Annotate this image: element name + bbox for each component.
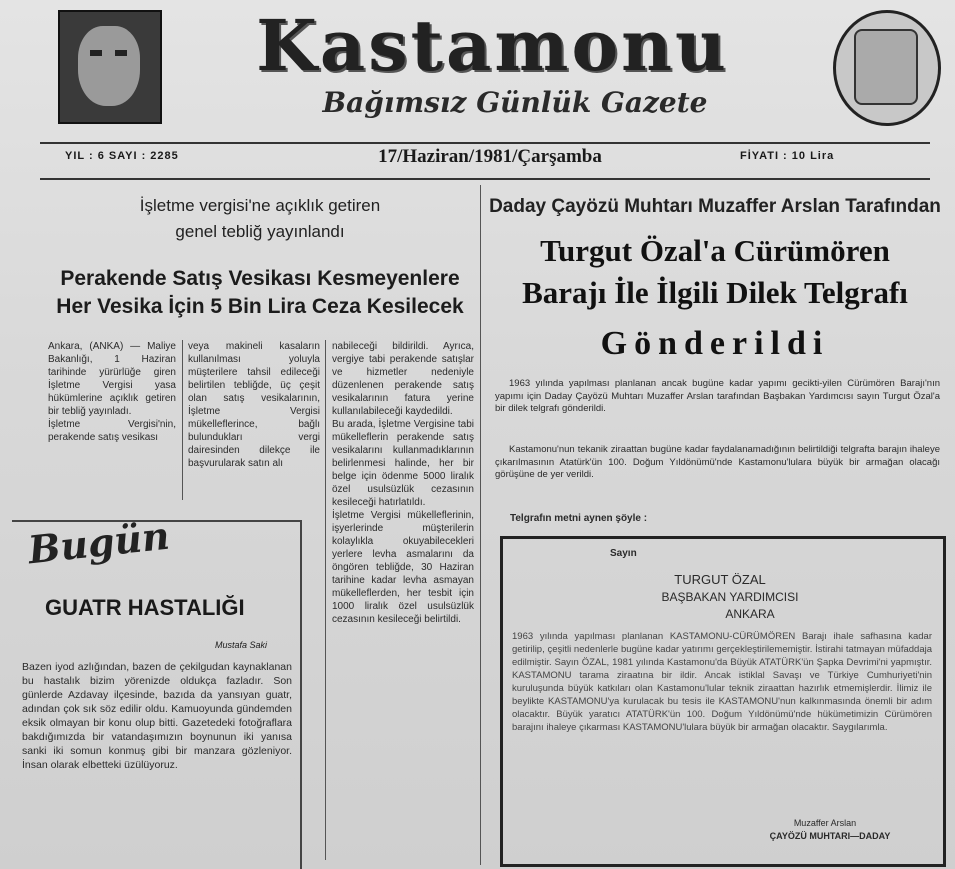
newspaper-title: Kastamonu xyxy=(256,4,729,87)
left-headline-line-2: genel tebliğ yayınlandı xyxy=(175,222,345,241)
right-article-para-2: Kastamonu'nun tekanik ziraattan bugüne kadar faydalanamadığının belirtildiği telgrafta barajın ihaleye çıkarılmasının Atatürk'ün 100. Doğum Yıldönümü'nde Kastamonu'lulara büyük bir armağan olacağı görüşüne de yer verildi. xyxy=(495,444,940,480)
newspaper-subtitle: Bağımsız Günlük Gazete xyxy=(322,86,708,119)
right-article-para-1: 1963 yılında yapılması planlanan ancak bugüne kadar yapımı gecikti-yilen Cürümören Barajı'nın yapımı için Daday Çayözü Muhtarı Muzaffer Arslan tarafından Başbakan Yardımcısı sayın Turgut Özal'a bir dilek telgrafı gönderildi. xyxy=(495,378,940,414)
telegram-recipient-name: TURGUT ÖZAL xyxy=(674,572,766,587)
left-headline-line-4: Her Vesika İçin 5 Bin Lira Ceza Kesilecek xyxy=(56,295,464,318)
telegram-salutation: Sayın xyxy=(610,548,637,559)
left-headline-line-3: Perakende Satış Vesikası Kesmeyenlere xyxy=(60,267,460,290)
left-headline-top xyxy=(40,193,480,245)
left-article-column-3: nabileceği bildirildi. Ayrıca, vergiye tabi perakende satışlar ve hizmetler nedeniyle düzenlenen perakende satış vesikalarının fatura yerine kullanılabileceği kaydedildi. Bu arada, İşletme Vergisine tabi mükelleflerin perakende satış vesikalarını kullanmadıklarının belirlenmesi halinde, her bir belge için ödenme 5000 liralık özel usulsüzlük cezasının kesileceği hatırlatıldı. İşletme Vergisi mükelleflerinin, işyerlerinde müşterilerin kolaylıkla okuyabilecekleri yerlere levha asmalarını da öngören tebliğde, 30 Haziran tarihine kadar levha asmayan mükelleflerden, her tesbit için 1000 liralık özel usulsüzlük cezasının kesileceği belirtildi. xyxy=(332,341,474,625)
bugun-title: GUATR HASTALIĞI xyxy=(45,595,245,620)
telegram-recipient-city: ANKARA xyxy=(725,607,775,621)
masthead-rule-top xyxy=(40,142,930,144)
bugun-author: Mustafa Saki xyxy=(215,640,268,650)
right-headline-line-2: Turgut Özal'a Cürümören xyxy=(540,233,890,268)
page-column-divider xyxy=(480,185,481,865)
right-article-para-3: Telgrafın metni aynen şöyle : xyxy=(510,513,648,524)
issue-date: 17/Haziran/1981/Çarşamba xyxy=(378,146,602,167)
telegram-signature-name: Muzaffer Arslan xyxy=(793,818,857,828)
right-headline-main xyxy=(485,230,945,314)
emblem-logo xyxy=(833,10,941,126)
left-article-column-2: veya makineli kasaların kullanılması yoluyla müşterilere tahsil edileceği belirtilen tebliğde, üç çeşit olan satış vesikalarının, İşletme Vergisi mükelleflerince, bağlı bulundukları vergi dairesinden dilekçe ile başvurularak satın alı xyxy=(188,341,320,469)
bugun-body: Bazen iyod azlığından, bazen de çekilgudan kaynaklanan bu hastalık bizim yörenizde oldukça fazladır. Son günlerde Azdavay ilçesinde, bazıda da yansıyan guatr, adından çok sık söz edilir oldu. Kamuoyunda gündemden eksik olmayan bir konu olup bitti. Gazetedeki fotoğraflara bakdığımızda bir vatandaşımızın boynunun iki yanısa sanki iki somun konmuş gibi bir manzara gözleniyor. İnsan olarak elbetteki üzülüyoruz. xyxy=(22,661,292,771)
issue-price: FİYATI : 10 Lira xyxy=(740,150,835,162)
telegram-body: 1963 yılında yapılması planlanan KASTAMONU-CÜRÜMÖREN Barajı ihale safhasına kadar getirilip, çeşitli nedenlerle bugüne kadar yatırımı gerçekleştirilememiştir. İstirahi tatmayan müfaddaja edilmiştir. Sayın ÖZAL, 1981 yılında Kastamonu'da Büyük ATATÜRK'ün Şapka Devrimi'ni yapmıştır. KASTAMONU tarama ziraatına bir ildir. Ancak istiklal Savaşı ve Türkiye Cumhuriyeti'nin kuruluşunda büyük katkıları olan Kastamonu'lular teknik ziraattan hazırlık etmemişlerdir. İlimiz ile beylikte KASTAMONU'ya kurulacak bu tesis ile KASTAMONU'nun kalkınmasında önemli bir adım olacaktır. Büyük yaratıcı ATATÜRK'ün 100. Doğum Yıldönümü'nde hükümetimizin Cürümören barajını ihaleye çıkarması KASTAMONU'lulara büyük bir armağan olacaktır. Saygılarımla. xyxy=(512,631,932,733)
left-article-column-1: Ankara, (ANKA) — Maliye Bakanlığı, 1 Haziran tarihinde yürürlüğe giren İşletme Vergisi yasa hükümlerine açıklık getiren bir tebliğ yayınladı. İşletme Vergisi'nin, perakende satış vesikası xyxy=(48,341,176,443)
masthead-rule-bottom xyxy=(40,178,930,180)
telegram-signature-title: ÇAYÖZÜ MUHTARI—DADAY xyxy=(769,831,891,841)
column-divider xyxy=(182,340,183,500)
left-headline-main xyxy=(40,265,480,321)
right-headline-gonderildi: Gönderildi xyxy=(600,325,830,362)
atatürk-portrait-logo xyxy=(58,10,162,124)
right-headline-line-3: Barajı İle İlgili Dilek Telgrafı xyxy=(522,275,908,310)
right-headline-kicker: Daday Çayözü Muhtarı Muzaffer Arslan Tarafından xyxy=(489,196,941,217)
issue-info: YIL : 6 SAYI : 2285 xyxy=(65,150,179,162)
column-divider xyxy=(325,340,326,860)
bugun-label: Bugün xyxy=(26,512,172,573)
left-headline-line-1: İşletme vergisi'ne açıklık getiren xyxy=(139,196,381,215)
telegram-recipient-title: BAŞBAKAN YARDIMCISI xyxy=(661,590,799,604)
